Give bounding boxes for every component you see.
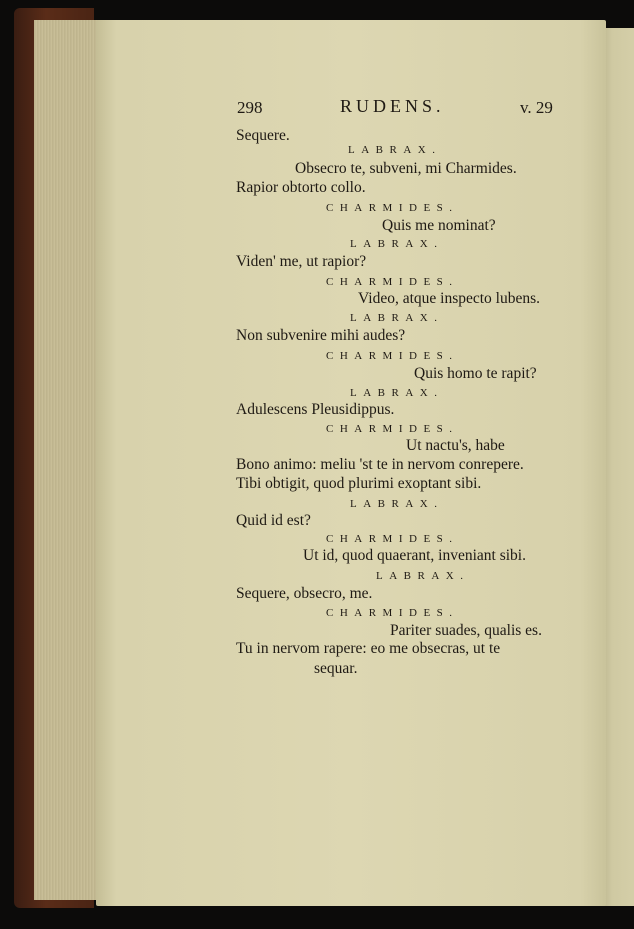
text-line: Ut id, quod quaerant, inveniant sibi. — [303, 547, 526, 564]
speaker-name: LABRAX. — [350, 498, 444, 510]
speaker-name: CHARMIDES. — [326, 350, 459, 362]
running-title: RUDENS. — [340, 96, 445, 116]
speaker-name: CHARMIDES. — [326, 276, 459, 288]
speaker-name: CHARMIDES. — [326, 423, 459, 435]
speaker-name: LABRAX. — [350, 238, 444, 250]
text-line: Sequere, obsecro, me. — [236, 585, 373, 602]
text-line: Ut nactu's, habe — [406, 437, 505, 454]
text-line: Sequere. — [236, 127, 290, 144]
text-line: Tibi obtigit, quod plurimi exoptant sibi. — [236, 475, 482, 492]
speaker-name: LABRAX. — [350, 312, 444, 324]
page-edges — [34, 20, 104, 900]
text-line: Pariter suades, qualis es. — [390, 622, 542, 639]
text-line: Bono animo: meliu 'st te in nervom conrepere. — [236, 456, 524, 473]
speaker-name: CHARMIDES. — [326, 202, 459, 214]
text-line: Tu in nervom rapere: eo me obsecras, ut te — [236, 640, 501, 657]
text-line: Adulescens Pleusidippus. — [236, 401, 395, 418]
speaker-name: CHARMIDES. — [326, 533, 459, 545]
speaker-name: CHARMIDES. — [326, 607, 459, 619]
speaker-name: LABRAX. — [350, 387, 444, 399]
book-page — [96, 20, 606, 906]
text-line: Rapior obtorto collo. — [236, 179, 366, 196]
speaker-name: LABRAX. — [376, 570, 470, 582]
text-line: Obsecro te, subveni, mi Charmides. — [295, 160, 517, 177]
text-line: Quid id est? — [236, 512, 311, 529]
speaker-name: LABRAX. — [348, 144, 442, 156]
text-line: Video, atque inspecto lubens. — [358, 290, 541, 307]
text-line: Non subvenire mihi audes? — [236, 327, 406, 344]
text-line: Quis me nominat? — [382, 217, 496, 234]
verse-reference: v. 29 — [520, 98, 553, 117]
text-line: Viden' me, ut rapior? — [236, 253, 367, 270]
page-number: 298 — [237, 98, 263, 117]
text-line: Quis homo te rapit? — [414, 365, 537, 382]
text-line: sequar. — [314, 660, 358, 677]
